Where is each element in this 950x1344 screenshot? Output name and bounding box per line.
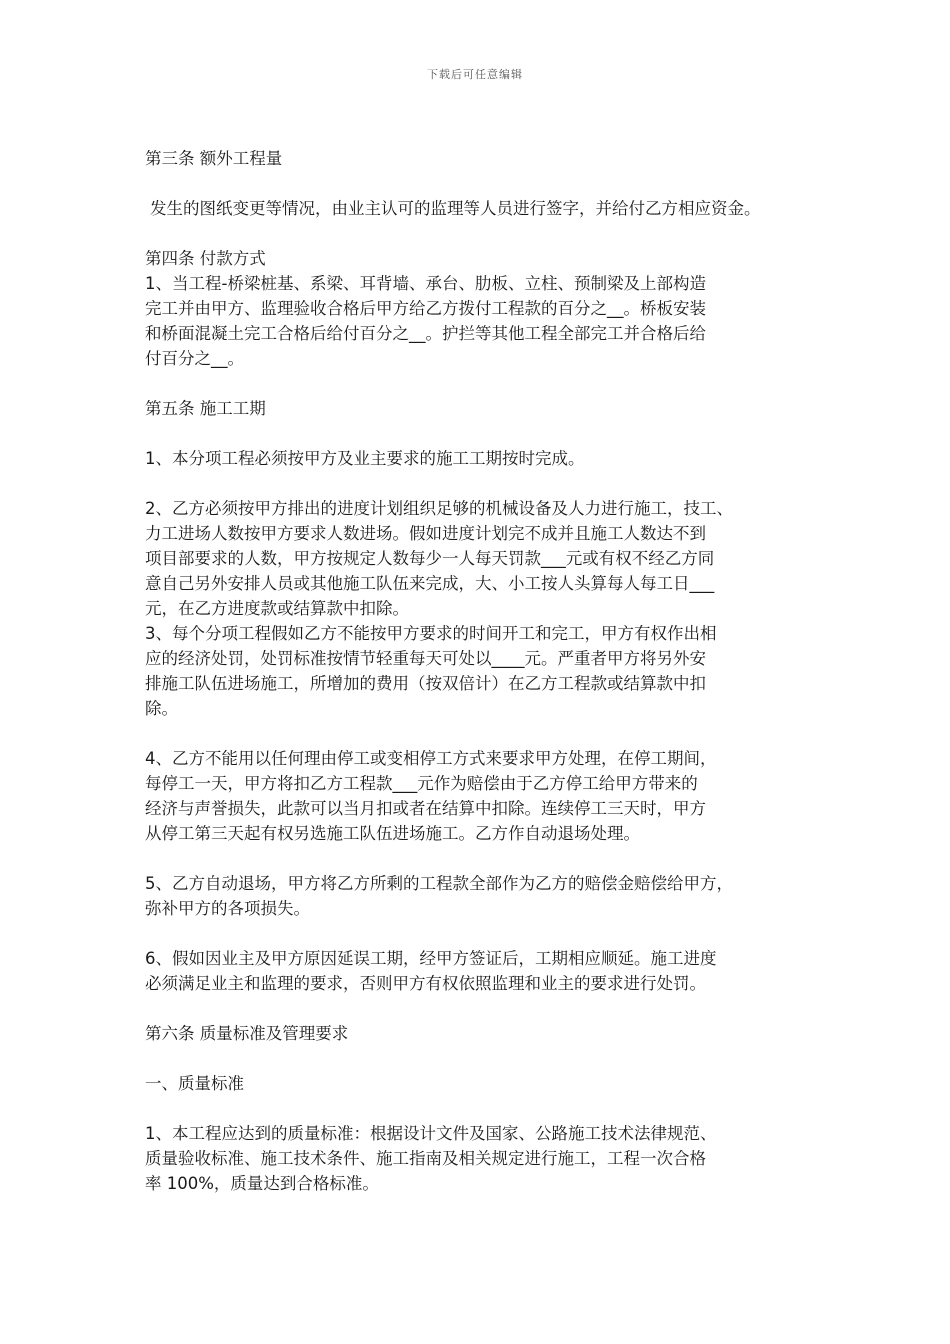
article-6-paragraph-1 xyxy=(145,1121,825,1196)
paragraph-line: 3、每个分项工程假如乙方不能按甲方要求的时间开工和完工，甲方有权作出相 xyxy=(145,624,717,643)
paragraph-line: 1、当工程-桥梁桩基、系梁、耳背墙、承台、肋板、立柱、预制梁及上部构造 xyxy=(145,274,706,293)
paragraph-line: 必须满足业主和监理的要求，否则甲方有权依照监理和业主的要求进行处罚。 xyxy=(145,974,706,993)
paragraph-line: 完工并由甲方、监理验收合格后甲方给乙方拨付工程款的百分之__。桥板安装 xyxy=(145,299,706,318)
paragraph-line: 意自己另外安排人员或其他施工队伍来完成，大、小工按人头算每人每工日___ xyxy=(145,574,715,593)
article-3-body xyxy=(145,196,825,221)
paragraph-line: 6、假如因业主及甲方原因延误工期，经甲方签证后，工期相应顺延。施工进度 xyxy=(145,949,717,968)
article-4-title xyxy=(145,246,825,271)
article-5-paragraph-1 xyxy=(145,446,825,471)
paragraph-line: 元，在乙方进度款或结算款中扣除。 xyxy=(145,599,409,618)
paragraph-line: 应的经济处罚，处罚标准按情节轻重每天可处以____元。严重者甲方将另外安 xyxy=(145,649,706,668)
paragraph-line: 从停工第三天起有权另选施工队伍进场施工。乙方作自动退场处理。 xyxy=(145,824,640,843)
paragraph-line: 力工进场人数按甲方要求人数进场。假如进度计划完不成并且施工人数达不到 xyxy=(145,524,706,543)
article-3-body-text: 发生的图纸变更等情况，由业主认可的监理等人员进行签字，并给付乙方相应资金。 xyxy=(150,199,761,218)
paragraph-line: 2、乙方必须按甲方排出的进度计划组织足够的机械设备及人力进行施工，技工、 xyxy=(145,499,733,518)
article-5-paragraph-2 xyxy=(145,496,825,621)
paragraph-line: 1、本分项工程必须按甲方及业主要求的施工工期按时完成。 xyxy=(145,449,585,468)
article-5-title-text: 第五条 施工工期 xyxy=(145,399,266,418)
paragraph-line: 每停工一天，甲方将扣乙方工程款___元作为赔偿由于乙方停工给甲方带来的 xyxy=(145,774,698,793)
article-3-title xyxy=(145,146,825,171)
paragraph-line: 率 100%，质量达到合格标准。 xyxy=(145,1174,379,1193)
article-5-paragraph-5 xyxy=(145,871,825,921)
paragraph-line: 弥补甲方的各项损失。 xyxy=(145,899,310,918)
paragraph-line: 除。 xyxy=(145,699,178,718)
paragraph-line: 1、本工程应达到的质量标准：根据设计文件及国家、公路施工技术法律规范、 xyxy=(145,1124,717,1143)
article-6-subtitle-text: 一、质量标准 xyxy=(145,1074,244,1093)
paragraph-line: 项目部要求的人数，甲方按规定人数每少一人每天罚款___元或有权不经乙方同 xyxy=(145,549,715,568)
article-4-paragraph-1 xyxy=(145,271,825,371)
paragraph-line: 排施工队伍进场施工，所增加的费用（按双倍计）在乙方工程款或结算款中扣 xyxy=(145,674,706,693)
page-header: 下载后可任意编辑 xyxy=(427,68,523,81)
article-5-paragraph-4 xyxy=(145,746,825,846)
paragraph-line: 质量验收标准、施工技术条件、施工指南及相关规定进行施工，工程一次合格 xyxy=(145,1149,706,1168)
article-6-subtitle xyxy=(145,1071,825,1096)
article-5-paragraph-6 xyxy=(145,946,825,996)
paragraph-line: 付百分之__。 xyxy=(145,349,244,368)
article-3-title-text: 第三条 额外工程量 xyxy=(145,149,283,168)
article-5-paragraph-3 xyxy=(145,621,825,721)
article-5-title xyxy=(145,396,825,421)
paragraph-line: 经济与声誉损失，此款可以当月扣或者在结算中扣除。连续停工三天时，甲方 xyxy=(145,799,706,818)
paragraph-line: 和桥面混凝土完工合格后给付百分之__。护拦等其他工程全部完工并合格后给 xyxy=(145,324,706,343)
article-6-title-text: 第六条 质量标准及管理要求 xyxy=(145,1024,349,1043)
document-body xyxy=(145,146,825,1196)
paragraph-line: 5、乙方自动退场，甲方将乙方所剩的工程款全部作为乙方的赔偿金赔偿给甲方， xyxy=(145,874,733,893)
article-6-title xyxy=(145,1021,825,1046)
paragraph-line: 4、乙方不能用以任何理由停工或变相停工方式来要求甲方处理，在停工期间， xyxy=(145,749,717,768)
article-4-title-text: 第四条 付款方式 xyxy=(145,249,266,268)
